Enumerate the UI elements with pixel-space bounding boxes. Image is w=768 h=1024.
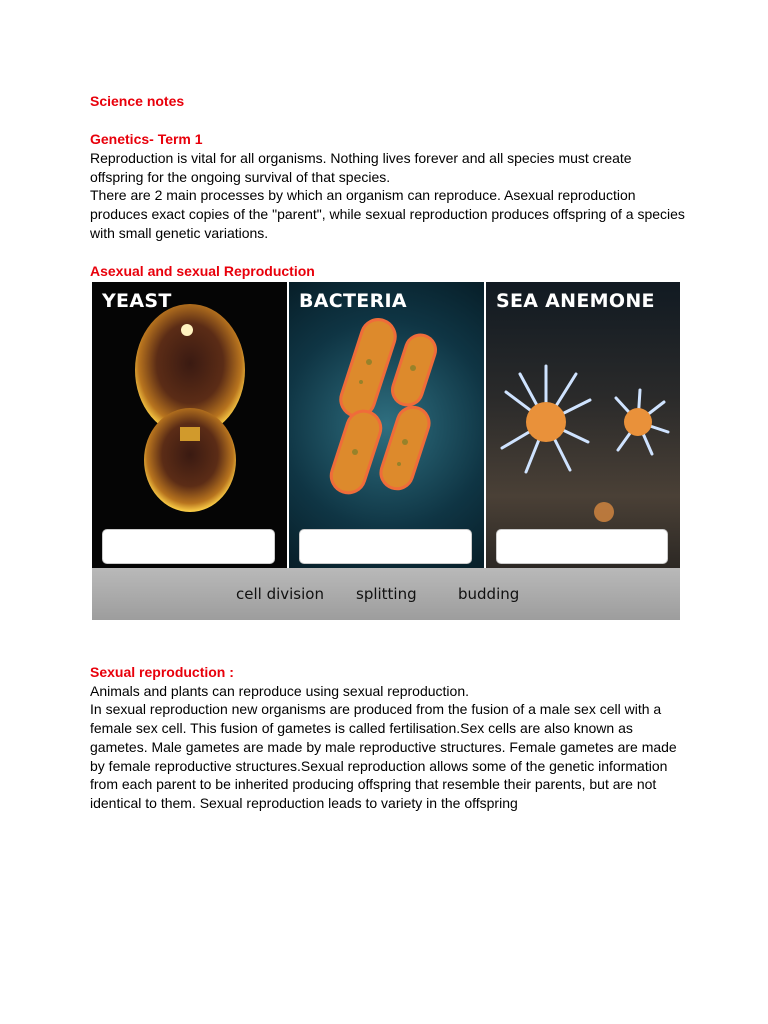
sea-anemone-image: [486, 282, 680, 568]
section-heading-genetics: Genetics- Term 1: [90, 131, 203, 147]
answer-box[interactable]: [102, 529, 275, 564]
yeast-image: [92, 282, 287, 568]
text-line: produces exact copies of the "parent", while sexual reproduction produces offspring of a species: [90, 206, 685, 222]
bacteria-image: [289, 282, 484, 568]
reproduction-figure: [92, 282, 680, 620]
word-bank: [92, 568, 680, 620]
text-line: identical to them. Sexual reproduction leads to variety in the offspring: [90, 795, 518, 811]
text-line: with small genetic variations.: [90, 225, 269, 241]
text-line: gametes. Male gametes are made by male reproductive structures. Female gametes are made: [90, 739, 677, 755]
text-line: Animals and plants can reproduce using sexual reproduction.: [90, 683, 470, 699]
panel-title: SEA ANEMONE: [496, 290, 655, 312]
text-line: from each parent to be inherited producing offspring that resemble their parents, but are not: [90, 776, 657, 792]
text-line: by female reproductive structures.Sexual reproduction allows some of the genetic information: [90, 758, 668, 774]
panel-title: BACTERIA: [299, 290, 407, 312]
word-option[interactable]: cell division: [236, 585, 324, 603]
text-line: offspring for the ongoing survival of that species.: [90, 169, 391, 185]
bacteria-panel: [289, 282, 484, 568]
section-heading-reproduction: Asexual and sexual Reproduction: [90, 263, 315, 279]
text-line: Reproduction is vital for all organisms. Nothing lives forever and all species must create: [90, 150, 632, 166]
sea-anemone-panel: [486, 282, 680, 568]
text-line: female sex cell. This fusion of gametes is called fertilisation.Sex cells are also known as: [90, 720, 633, 736]
panel-title: YEAST: [102, 290, 172, 312]
doc-title: Science notes: [90, 93, 185, 109]
text-line: In sexual reproduction new organisms are produced from the fusion of a male sex cell with a: [90, 701, 662, 717]
word-option[interactable]: budding: [458, 585, 520, 603]
section-heading-sexual-reproduction: Sexual reproduction :: [90, 664, 234, 680]
yeast-panel: [92, 282, 287, 568]
word-option[interactable]: splitting: [356, 585, 417, 603]
text-line: There are 2 main processes by which an organism can reproduce. Asexual reproduction: [90, 187, 636, 203]
answer-box[interactable]: [496, 529, 668, 564]
answer-box[interactable]: [299, 529, 472, 564]
